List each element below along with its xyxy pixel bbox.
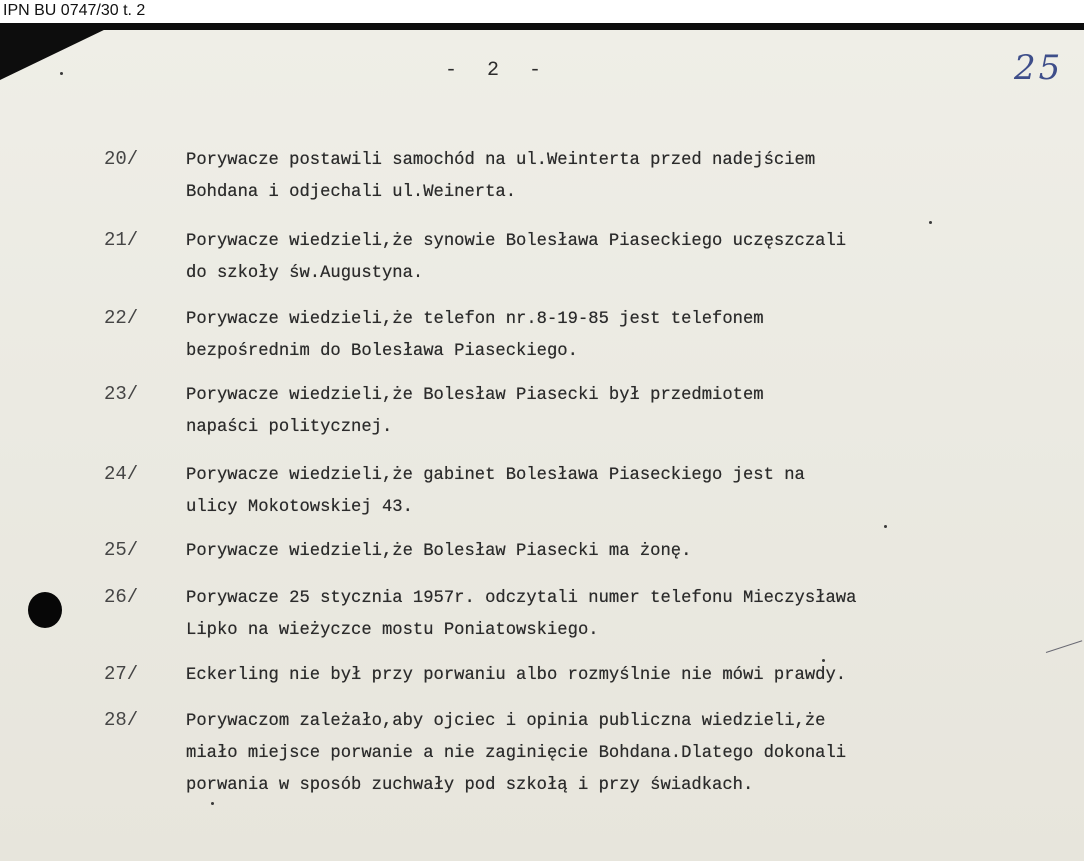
item-text: Porywacze wiedzieli,że Bolesław Piasecki był przedmiotem napaści politycznej. [186,386,764,437]
item-number: 27/ [104,663,139,685]
handwritten-folio-number: 25 [1014,48,1064,88]
item-text: Porywacze 25 stycznia 1957r. odczytali numer telefonu Mieczysława Lipko na wieżyczce mostu Poniatowskiego. [186,589,857,640]
paper-speck [211,802,214,805]
item-number: 21/ [104,229,139,251]
paper-speck [929,221,932,224]
paper-speck [60,72,63,75]
item-text: Eckerling nie był przy porwaniu albo rozmyślnie nie mówi prawdy. [186,666,847,685]
item-text: Porywacze wiedzieli,że telefon nr.8-19-85 jest telefonem bezpośrednim do Bolesława Piaseckiego. [186,310,764,361]
item-number: 23/ [104,383,139,405]
item-text: Porywaczom zależało,aby ojciec i opinia publiczna wiedzieli,że miało miejsce porwanie a nie zaginięcie Bohdana.Dlatego dokonali porwania w sposób zuchwały pod szkołą i przy świadkach. [186,712,847,795]
item-text: Porywacze wiedzieli,że gabinet Bolesława Piaseckiego jest na ulicy Mokotowskiej 43. [186,466,805,517]
item-number: 25/ [104,539,139,561]
item-number: 24/ [104,463,139,485]
item-number: 22/ [104,307,139,329]
folded-corner-shadow [0,28,108,80]
item-number: 20/ [104,148,139,170]
item-text: Porywacze wiedzieli,że synowie Bolesława Piaseckiego uczęszczali do szkoły św.Augustyna. [186,232,847,283]
item-number: 26/ [104,586,139,608]
item-number: 28/ [104,709,139,731]
archive-reference-label: IPN BU 0747/30 t. 2 [3,2,146,19]
page-number: - 2 - [445,59,544,82]
item-text: Porywacze wiedzieli,że Bolesław Piasecki ma żonę. [186,542,692,561]
paper-speck [884,525,887,528]
punch-hole [28,592,62,628]
item-text: Porywacze postawili samochód na ul.Weinterta przed nadejściem Bohdana i odjechali ul.Weinerta. [186,151,816,202]
